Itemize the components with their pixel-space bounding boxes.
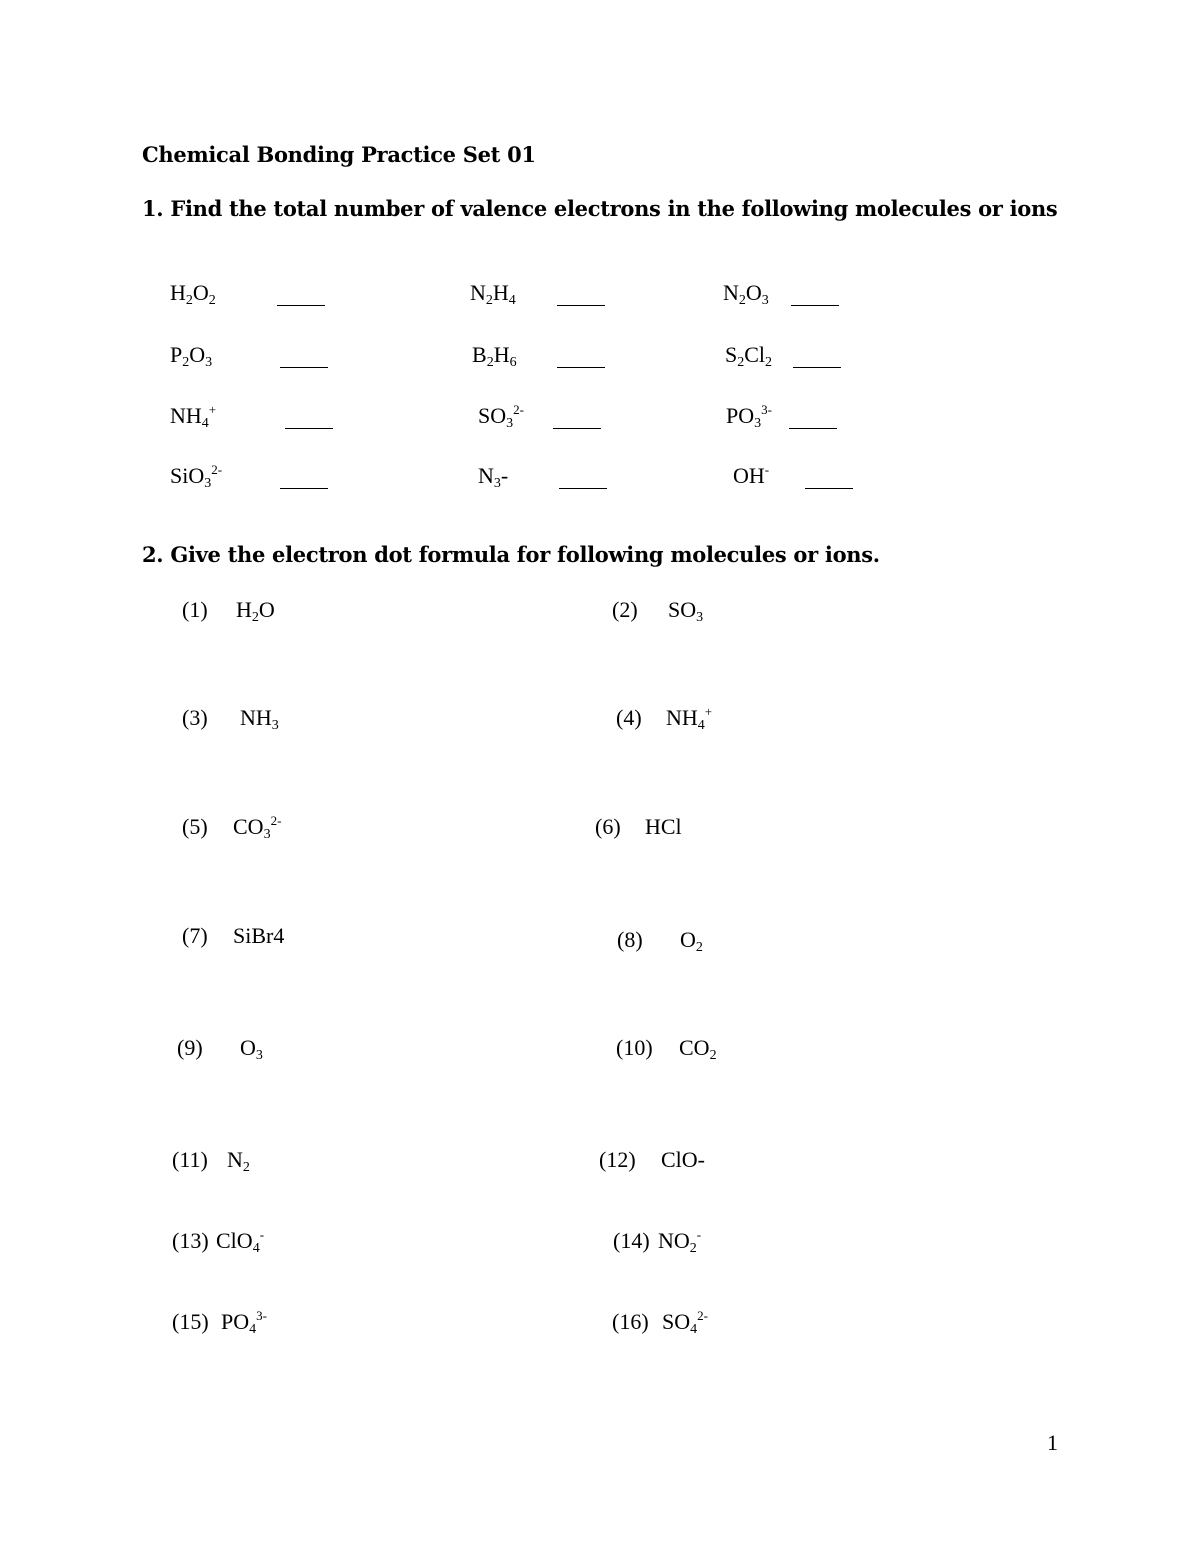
formula-sub1: 2 bbox=[486, 355, 494, 370]
formula-base: PO bbox=[726, 403, 755, 428]
item-formula bbox=[236, 597, 275, 623]
formula-sup: - bbox=[696, 1227, 702, 1242]
item-formula bbox=[680, 927, 703, 953]
item-number: (3) bbox=[182, 705, 208, 730]
item-number: (5) bbox=[182, 814, 208, 839]
item-number: (8) bbox=[617, 927, 643, 952]
item-formula bbox=[668, 597, 703, 623]
item-formula bbox=[227, 1147, 250, 1173]
formula-sup: + bbox=[704, 704, 713, 719]
item-formula bbox=[661, 1147, 705, 1173]
item-formula bbox=[216, 1228, 264, 1254]
formula-sub2: 4 bbox=[508, 293, 516, 308]
formula-base: OH bbox=[733, 463, 765, 488]
formula-sub1: 3 bbox=[255, 1048, 263, 1063]
formula-sup: 2- bbox=[211, 462, 223, 477]
formula-base: NO bbox=[658, 1228, 690, 1253]
formula-sub1: 2 bbox=[695, 940, 703, 955]
formula-base: SO bbox=[668, 597, 697, 622]
answer-blank[interactable] bbox=[791, 305, 839, 306]
answer-blank[interactable] bbox=[559, 488, 607, 489]
item-number: (13) bbox=[172, 1228, 209, 1253]
question-1-prompt: 1. Find the total number of valence electrons in the following molecules or ions bbox=[142, 196, 1058, 221]
formula-sub1: 3 bbox=[204, 476, 212, 491]
formula-sub1: 3 bbox=[754, 416, 762, 431]
item-number: (16) bbox=[612, 1309, 649, 1334]
formula-sub1: 4 bbox=[697, 718, 705, 733]
item-number: (14) bbox=[613, 1228, 650, 1253]
formula-r2-c2 bbox=[472, 342, 517, 368]
page-title: Chemical Bonding Practice Set 01 bbox=[142, 142, 536, 167]
formula-sub2: 2 bbox=[208, 293, 216, 308]
item-number: (1) bbox=[182, 597, 208, 622]
formula-r3-c1 bbox=[170, 403, 216, 429]
formula-sub1: 4 bbox=[690, 1322, 698, 1337]
answer-blank[interactable] bbox=[805, 488, 853, 489]
formula-sub1: 2 bbox=[485, 293, 493, 308]
formula-r4-c3 bbox=[733, 463, 769, 489]
formula-base: SO bbox=[662, 1309, 691, 1334]
formula-sub1: 4 bbox=[201, 416, 209, 431]
formula-base2: Cl bbox=[744, 342, 766, 367]
answer-blank[interactable] bbox=[285, 428, 333, 429]
formula-sub1: 2 bbox=[709, 1048, 717, 1063]
item-formula bbox=[679, 1035, 717, 1061]
formula-base: ClO bbox=[216, 1228, 253, 1253]
formula-base: ClO- bbox=[661, 1147, 705, 1172]
formula-sup: 2- bbox=[697, 1308, 708, 1323]
formula-base: NH bbox=[240, 705, 272, 730]
formula-sub1: 3 bbox=[696, 610, 704, 625]
formula-base: NH bbox=[666, 705, 698, 730]
formula-sub1: 3 bbox=[493, 476, 501, 491]
answer-blank[interactable] bbox=[793, 367, 841, 368]
formula-sup: - bbox=[764, 462, 770, 477]
formula-base2: - bbox=[500, 463, 509, 488]
formula-r1-c1 bbox=[170, 280, 216, 306]
formula-sub2: 3 bbox=[761, 293, 769, 308]
item-formula bbox=[666, 705, 712, 731]
formula-sub1: 2 bbox=[242, 1160, 250, 1175]
formula-sub2: 6 bbox=[509, 355, 517, 370]
formula-base: CO bbox=[233, 814, 264, 839]
formula-base: HCl bbox=[645, 814, 682, 839]
answer-blank[interactable] bbox=[280, 488, 328, 489]
item-formula bbox=[233, 814, 281, 840]
formula-sub1: 3 bbox=[271, 718, 279, 733]
item-formula bbox=[658, 1228, 701, 1254]
page-number: 1 bbox=[1047, 1430, 1058, 1455]
formula-sup: 2- bbox=[513, 402, 524, 417]
item-number: (15) bbox=[172, 1309, 209, 1334]
formula-sub1: 2 bbox=[737, 355, 745, 370]
formula-base2: O bbox=[745, 280, 762, 305]
formula-base: CO bbox=[679, 1035, 710, 1060]
formula-base2: O bbox=[189, 342, 206, 367]
formula-base: O bbox=[240, 1035, 256, 1060]
question-2-prompt: 2. Give the electron dot formula for following molecules or ions. bbox=[142, 542, 880, 567]
formula-base: O bbox=[680, 927, 696, 952]
formula-base: N bbox=[227, 1147, 243, 1172]
item-number: (6) bbox=[595, 814, 621, 839]
item-formula bbox=[240, 1035, 263, 1061]
formula-r1-c3 bbox=[723, 280, 769, 306]
formula-sub1: 2 bbox=[689, 1241, 697, 1256]
item-formula bbox=[662, 1309, 708, 1335]
formula-sup: 2- bbox=[270, 813, 282, 828]
formula-base: N bbox=[470, 280, 486, 305]
formula-sub1: 4 bbox=[249, 1322, 257, 1337]
answer-blank[interactable] bbox=[277, 305, 325, 306]
formula-base2: H bbox=[493, 342, 510, 367]
formula-sub1: 4 bbox=[252, 1241, 260, 1256]
answer-blank[interactable] bbox=[553, 428, 601, 429]
formula-base: P bbox=[170, 342, 183, 367]
item-number: (7) bbox=[182, 923, 208, 948]
formula-sub2: 2 bbox=[765, 355, 773, 370]
formula-sub2: 3 bbox=[205, 355, 213, 370]
item-number: (10) bbox=[616, 1035, 653, 1060]
item-formula bbox=[240, 705, 279, 731]
answer-blank[interactable] bbox=[557, 367, 605, 368]
formula-base: H bbox=[170, 280, 186, 305]
formula-base: SiO bbox=[170, 463, 205, 488]
formula-base: H bbox=[236, 597, 252, 622]
formula-sub1: 2 bbox=[182, 355, 190, 370]
formula-base2: H bbox=[492, 280, 509, 305]
formula-sup: 3- bbox=[256, 1308, 267, 1323]
formula-r4-c2 bbox=[478, 463, 508, 489]
formula-base: S bbox=[725, 342, 738, 367]
item-number: (11) bbox=[172, 1147, 208, 1172]
formula-base: SiBr4 bbox=[233, 923, 285, 948]
item-formula bbox=[221, 1309, 267, 1335]
item-number: (4) bbox=[616, 705, 642, 730]
item-formula bbox=[233, 923, 284, 949]
formula-base2: O bbox=[258, 597, 275, 622]
answer-blank[interactable] bbox=[789, 428, 837, 429]
formula-base: SO bbox=[478, 403, 507, 428]
formula-base: NH bbox=[170, 403, 202, 428]
formula-sup: - bbox=[259, 1227, 265, 1242]
formula-r1-c2 bbox=[470, 280, 516, 306]
formula-sub1: 2 bbox=[738, 293, 746, 308]
formula-sup: 3- bbox=[761, 402, 772, 417]
formula-r2-c3 bbox=[725, 342, 772, 368]
item-number: (9) bbox=[177, 1035, 203, 1060]
formula-sub1: 3 bbox=[506, 416, 514, 431]
formula-base: N bbox=[478, 463, 494, 488]
answer-blank[interactable] bbox=[280, 367, 328, 368]
answer-blank[interactable] bbox=[557, 305, 605, 306]
formula-sup: + bbox=[208, 402, 217, 417]
formula-r3-c3 bbox=[726, 403, 772, 429]
formula-sub1: 2 bbox=[251, 610, 259, 625]
formula-base: B bbox=[472, 342, 487, 367]
item-number: (12) bbox=[599, 1147, 636, 1172]
formula-base2: O bbox=[192, 280, 209, 305]
formula-r3-c2 bbox=[478, 403, 524, 429]
item-formula bbox=[645, 814, 682, 840]
formula-sub1: 3 bbox=[263, 827, 271, 842]
item-number: (2) bbox=[612, 597, 638, 622]
formula-r4-c1 bbox=[170, 463, 222, 489]
formula-sub1: 2 bbox=[185, 293, 193, 308]
formula-base: PO bbox=[221, 1309, 250, 1334]
formula-base: N bbox=[723, 280, 739, 305]
formula-r2-c1 bbox=[170, 342, 212, 368]
